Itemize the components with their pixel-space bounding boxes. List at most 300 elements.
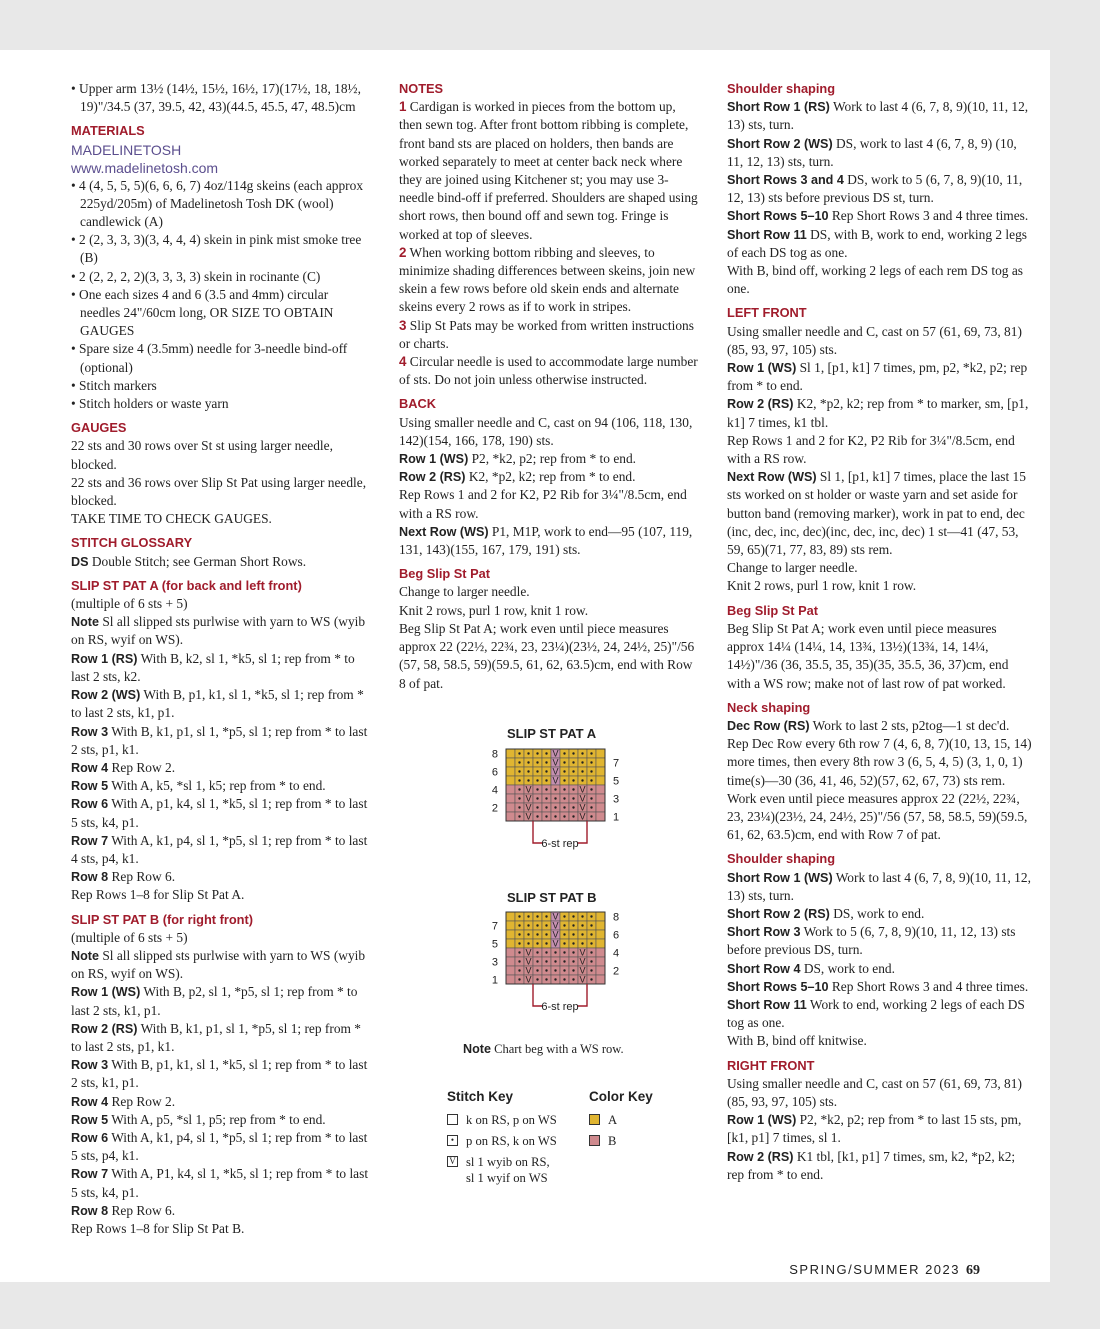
chart-cell <box>506 794 515 803</box>
chart-cell <box>542 939 551 948</box>
chart-cell <box>596 749 605 758</box>
row-number-label: 5 <box>491 938 498 951</box>
row-number-label: 7 <box>491 920 498 933</box>
pat-b-row: Row 3 With B, p1, k1, sl 1, *k5, sl 1; rep from * to last 2 sts, k1, p1. <box>71 1057 368 1091</box>
chart-cell <box>560 948 569 957</box>
dec-text: Work even until piece measures approx 22 (22½, 22¾, 23, 23¼)(23½, 24, 24½, 25)"/56 (57, 58, 58.5, 59)(59.5, 61, 62, 63.5)cm, end with Row 7 of pat. <box>727 790 1028 843</box>
short-row: Short Row 1 (WS) Work to last 4 (6, 7, 8, 9)(10, 11, 12, 13) sts, turn. <box>727 869 1031 903</box>
chart-cell <box>506 803 515 812</box>
chart-cell <box>569 812 578 821</box>
chart-cell <box>587 776 596 785</box>
gauge-text: 22 sts and 30 rows over St st using larger needle, blocked. <box>71 438 333 472</box>
svg-text:V: V <box>579 956 586 967</box>
pat-a-row: Row 5 With A, k5, *sl 1, k5; rep from * to end. <box>71 778 326 794</box>
chart-cell <box>506 749 515 758</box>
chart-cell <box>569 749 578 758</box>
material-item: • Spare size 4 (3.5mm) needle for 3-needle bind-off (optional) <box>71 341 348 375</box>
dec-row: Dec Row (RS) Work to last 2 sts, p2tog—1 st dec'd. <box>727 717 1010 733</box>
chart-cell <box>587 912 596 921</box>
chart-cell <box>560 785 569 794</box>
chart-cell <box>560 794 569 803</box>
chart-cell <box>524 758 533 767</box>
chart-note: Note Chart beg with a WS row. <box>463 1042 624 1056</box>
material-item: • Stitch holders or waste yarn <box>71 396 229 412</box>
svg-text:V: V <box>579 947 586 958</box>
chart-cell <box>596 975 605 984</box>
chart-cell <box>551 785 560 794</box>
svg-text:V: V <box>579 965 586 976</box>
right-front-row: Row 2 (RS) K1 tbl, [k1, p1] 7 times, sm, k2, *p2, k2; rep from * to end. <box>727 1148 1016 1182</box>
chart-b-title: SLIP ST PAT B <box>507 890 597 905</box>
svg-text:V: V <box>525 974 532 985</box>
chart-cell <box>515 767 524 776</box>
chart-cell <box>569 803 578 812</box>
row-number-label: 8 <box>491 748 498 761</box>
chart-cell <box>551 939 560 949</box>
left-front-rib: Rep Rows 1 and 2 for K2, P2 Rib for 3¼"/8.5cm, end with a RS row. <box>727 432 1015 467</box>
color-key-a: A <box>589 1112 617 1128</box>
chart-cell <box>524 812 533 822</box>
chart-cell <box>560 749 569 758</box>
chart-cell <box>596 939 605 948</box>
chart-cell <box>506 948 515 957</box>
chart-cell <box>506 785 515 794</box>
chart-cell <box>560 975 569 984</box>
chart-cell <box>560 957 569 966</box>
chart-cell <box>587 957 596 966</box>
svg-text:V: V <box>525 802 532 813</box>
chart-cell <box>506 912 515 921</box>
chart-cell <box>596 785 605 794</box>
chart-cell <box>569 966 578 975</box>
chart-cell <box>515 957 524 966</box>
chart-cell <box>587 803 596 812</box>
left-front-cast-on: Using smaller needle and C, cast on 57 (61, 69, 73, 81)(85, 93, 97, 105) sts. <box>727 323 1022 357</box>
chart-cell <box>506 930 515 939</box>
color-a-swatch-icon <box>589 1114 600 1125</box>
dot-square-icon: • <box>447 1135 458 1146</box>
chart-cell <box>515 912 524 921</box>
chart-cell <box>542 767 551 776</box>
pat-b-heading: SLIP ST PAT B (for right front) <box>71 911 253 927</box>
short-row: Short Row 1 (RS) Work to last 4 (6, 7, 8, 9)(10, 11, 12, 13) sts, turn. <box>727 99 1029 133</box>
material-item: • 4 (4, 5, 5, 5)(6, 6, 6, 7) 4oz/114g skeins (each approx 225yd/205m) of Madelinetosh Tosh DK (wool) candlewick (A) <box>71 177 364 230</box>
chart-cell <box>533 975 542 984</box>
chart-cell <box>533 785 542 794</box>
chart-cell <box>542 957 551 966</box>
chart-cell <box>578 758 587 767</box>
color-b-swatch-icon <box>589 1135 600 1146</box>
svg-text:V: V <box>552 766 559 777</box>
right-front-heading: RIGHT FRONT <box>727 1057 815 1073</box>
svg-text:V: V <box>579 802 586 813</box>
short-row: Short Row 3 Work to 5 (6, 7, 8, 9)(10, 11, 12, 13) sts before previous DS, turn. <box>727 924 1016 958</box>
chart-cell <box>533 912 542 921</box>
page-number: 69 <box>966 1263 980 1278</box>
color-key-title: Color Key <box>589 1089 653 1104</box>
chart-cell <box>551 966 560 975</box>
column-3 <box>727 80 1032 1184</box>
chart-cell <box>587 749 596 758</box>
chart-cell <box>560 767 569 776</box>
row-number-label: 1 <box>613 811 620 824</box>
chart-cell <box>578 749 587 758</box>
beg-text: Change to larger needle. <box>399 584 530 600</box>
chart-cell <box>533 758 542 767</box>
chart-cell <box>569 948 578 957</box>
chart-cell <box>551 794 560 803</box>
chart-cell <box>551 975 560 984</box>
chart-cell <box>542 794 551 803</box>
back-cast-on: Using smaller needle and C, cast on 94 (106, 118, 130, 142)(154, 166, 178, 190) sts. <box>399 414 693 448</box>
material-item: • 2 (2, 2, 2, 2)(3, 3, 3, 3) skein in rocinante (C) <box>71 268 321 284</box>
back-rib-repeat: Rep Rows 1 and 2 for K2, P2 Rib for 3¼"/8.5cm, end with a RS row. <box>399 487 687 521</box>
chart-cell <box>551 812 560 821</box>
chart-cell <box>533 930 542 939</box>
short-row: Short Row 4 DS, work to end. <box>727 960 895 976</box>
chart-cell <box>569 767 578 776</box>
svg-text:V: V <box>525 784 532 795</box>
chart-cell <box>515 776 524 785</box>
chart-cell <box>578 921 587 930</box>
gauge-text: TAKE TIME TO CHECK GAUGES. <box>71 511 272 527</box>
chart-cell <box>569 785 578 794</box>
chart-cell <box>596 921 605 930</box>
chart-cell <box>560 776 569 785</box>
beg-text: Knit 2 rows, purl 1 row, knit 1 row. <box>399 602 589 618</box>
chart-cell <box>542 758 551 767</box>
magazine-page <box>0 50 1050 1282</box>
left-front-heading: LEFT FRONT <box>727 305 807 321</box>
svg-text:V: V <box>552 929 559 940</box>
chart-cell <box>560 803 569 812</box>
brand-url[interactable]: www.madelinetosh.com <box>71 159 219 176</box>
svg-text:V: V <box>552 748 559 759</box>
chart-cell <box>542 966 551 975</box>
pat-b-note: Note Sl all slipped sts purlwise with yarn to WS (wyib on RS, wyif on WS). <box>71 947 366 982</box>
material-item: • One each sizes 4 and 6 (3.5 and 4mm) circular needles 24"/60cm long, OR SIZE TO OBTAIN GAUGES <box>71 286 334 339</box>
chart-cell <box>587 921 596 930</box>
pat-b-multiple: (multiple of 6 sts + 5) <box>71 929 188 945</box>
chart-a-title: SLIP ST PAT A <box>507 726 597 741</box>
right-front-row: Row 1 (WS) P2, *k2, p2; rep from * to last 15 sts, pm, [k1, p1] 7 times, sl 1. <box>727 1112 1022 1146</box>
material-item: • 2 (2, 3, 3, 3)(3, 4, 4, 4) skein in pink mist smoke tree (B) <box>71 232 362 266</box>
chart-cell <box>578 930 587 939</box>
left-front-row: Row 1 (WS) Sl 1, [p1, k1] 7 times, pm, p2, *k2, p2; rep from * to end. <box>727 360 1028 394</box>
row-number-label: 4 <box>613 947 620 960</box>
pat-b-row: Row 7 With A, P1, k4, sl 1, *k5, sl 1; rep from * to last 5 sts, k4, p1. <box>71 1166 369 1200</box>
chart-cell <box>524 749 533 758</box>
chart-cell <box>560 758 569 767</box>
chart-cell <box>524 921 533 930</box>
chart-cell <box>542 749 551 758</box>
chart-cell <box>551 776 560 786</box>
chart-cell <box>578 812 587 822</box>
row-number-label: 7 <box>613 757 620 770</box>
chart-cell <box>587 785 596 794</box>
short-row: Short Rows 5–10 Rep Short Rows 3 and 4 three times. <box>727 208 1029 224</box>
pat-b-repeat: Rep Rows 1–8 for Slip St Pat B. <box>71 1220 245 1236</box>
repeat-label: 6-st rep <box>541 1001 579 1013</box>
upper-arm-measurement: • Upper arm 13½ (14½, 15½, 16½, 17)(17½, 18, 18½, 19)"/34.5 (37, 39.5, 42, 43)(44.5, 45.5, 47, 48.5)cm <box>71 81 361 115</box>
short-row: Short Rows 5–10 Rep Short Rows 3 and 4 three times. <box>727 978 1029 994</box>
chart-cell <box>569 939 578 948</box>
chart-cell <box>596 812 605 821</box>
pat-a-heading: SLIP ST PAT A (for back and left front) <box>71 577 302 593</box>
pat-a-row: Row 6 With A, p1, k4, sl 1, *k5, sl 1; rep from * to last 5 sts, k4, p1. <box>71 796 368 830</box>
pat-b-row: Row 8 Rep Row 6. <box>71 1202 176 1218</box>
column-1 <box>71 80 371 1238</box>
notes-heading: NOTES <box>399 81 444 96</box>
chart-cell <box>533 921 542 930</box>
chart-cell <box>569 794 578 803</box>
chart-cell <box>587 767 596 776</box>
material-item: • Stitch markers <box>71 377 157 393</box>
chart-cell <box>533 794 542 803</box>
row-number-label: 6 <box>613 929 620 942</box>
right-front-cast-on: Using smaller needle and C, cast on 57 (61, 69, 73, 81)(85, 93, 97, 105) sts. <box>727 1075 1022 1109</box>
yarn-brand: MADELINETOSH <box>71 141 182 158</box>
back-row: Row 2 (RS) K2, *p2, k2; rep from * to end. <box>399 469 636 485</box>
chart-cell <box>506 776 515 785</box>
chart-cell <box>533 749 542 758</box>
svg-text:V: V <box>525 947 532 958</box>
pat-b-row: Row 2 (RS) With B, k1, p1, sl 1, *p5, sl 1; rep from * to last 2 sts, p1, k1. <box>71 1020 361 1054</box>
chart-cell <box>578 767 587 776</box>
bind-off-text: With B, bind off, working 2 legs of each rem DS tog as one. <box>727 263 1023 297</box>
chart-cell <box>506 767 515 776</box>
chart-cell <box>569 776 578 785</box>
stitch-key-knit: k on RS, p on WS <box>447 1112 557 1128</box>
chart-a <box>470 745 630 875</box>
chart-cell <box>515 930 524 939</box>
chart-cell <box>569 921 578 930</box>
chart-cell <box>569 912 578 921</box>
svg-text:V: V <box>552 938 559 949</box>
row-number-label: 4 <box>491 784 498 797</box>
chart-cell <box>587 966 596 975</box>
chart-cell <box>542 975 551 984</box>
chart-cell <box>506 966 515 975</box>
chart-cell <box>569 975 578 984</box>
left-front-next-row: Next Row (WS) Sl 1, [p1, k1] 7 times, place the last 15 sts worked on st holder or waste yarn and set aside for button band (removing marker), work in pat to end, dec (inc, dec, inc, dec)(inc, dec, inc, dec) 1 st—41 (47, 53, 59, 65)(71, 77, 83, 89) sts rem. <box>727 469 1026 558</box>
chart-cell <box>533 966 542 975</box>
chart-cell <box>533 957 542 966</box>
svg-text:V: V <box>525 811 532 822</box>
pat-a-multiple: (multiple of 6 sts + 5) <box>71 596 188 612</box>
chart-cell <box>587 812 596 821</box>
note-item: 1 Cardigan is worked in pieces from the bottom up, then sewn tog. After front bottom ribbing is complete, front band sts are placed on holders, then bands are worked separately to meet at center back neck where they are joined using Kitchener st; you may use 3-needle bind-off if preferred. Shoulders are shaped using short rows, then bound off and sewn tog. Fringe is worked at top of sleeves. <box>399 99 698 242</box>
chart-cell <box>542 912 551 921</box>
chart-cell <box>587 930 596 939</box>
chart-cell <box>542 948 551 957</box>
chart-cell <box>515 921 524 930</box>
shoulder-heading: Shoulder shaping <box>727 81 836 96</box>
chart-cell <box>587 939 596 948</box>
svg-text:V: V <box>525 793 532 804</box>
chart-cell <box>515 939 524 948</box>
short-row: Short Rows 3 and 4 DS, work to 5 (6, 7, 8, 9)(10, 11, 12, 13) sts before previous DS st, turn. <box>727 172 1023 206</box>
chart-cell <box>524 975 533 985</box>
chart-cell <box>596 930 605 939</box>
chart-cell <box>515 794 524 803</box>
dec-text: Rep Dec Row every 6th row 7 (4, 6, 8, 7)(10, 13, 15, 14) more times, then every 8th row 3 (6, 5, 4, 5) (3, 1, 0, 1) time(s)—30 (36, 41, 46, 52)(57, 62, 67, 73) sts rem. <box>727 736 1032 788</box>
svg-text:V: V <box>579 793 586 804</box>
pat-b-row: Row 5 With A, p5, *sl 1, p5; rep from * to end. <box>71 1111 326 1127</box>
pat-a-row: Row 7 With A, k1, p4, sl 1, *p5, sl 1; rep from * to last 4 sts, p4, k1. <box>71 832 368 866</box>
chart-cell <box>569 930 578 939</box>
svg-text:V: V <box>579 974 586 985</box>
empty-square-icon <box>447 1114 458 1125</box>
pat-a-note: Note Sl all slipped sts purlwise with yarn to WS (wyib on RS, wyif on WS). <box>71 614 366 648</box>
chart-cell <box>560 939 569 948</box>
shoulder-heading-2: Shoulder shaping <box>727 851 836 867</box>
chart-cell <box>596 794 605 803</box>
row-number-label: 6 <box>491 766 498 779</box>
chart-cell <box>542 921 551 930</box>
chart-cell <box>506 812 515 821</box>
row-number-label: 3 <box>491 956 498 969</box>
repeat-label: 6-st rep <box>541 838 579 850</box>
gauges-heading: GAUGES <box>71 420 127 436</box>
pat-a-repeat: Rep Rows 1–8 for Slip St Pat A. <box>71 887 245 903</box>
svg-text:V: V <box>552 757 559 768</box>
gauge-text: 22 sts and 36 rows over Slip St Pat using larger needle, blocked. <box>71 474 367 509</box>
short-row: Short Row 11 DS, with B, work to end, working 2 legs of each DS tog as one. <box>727 226 1027 260</box>
row-number-label: 5 <box>613 775 620 788</box>
chart-cell <box>542 930 551 939</box>
chart-cell <box>587 975 596 984</box>
chart-cell <box>506 975 515 984</box>
chart-cell <box>587 948 596 957</box>
svg-text:V: V <box>552 911 559 922</box>
chart-cell <box>569 957 578 966</box>
chart-cell <box>542 776 551 785</box>
short-row: Short Row 2 (WS) DS, work to last 4 (6, 7, 8, 9) (10, 11, 12, 13) sts, turn. <box>727 135 1017 169</box>
beg-slip-heading: Beg Slip St Pat <box>399 566 491 582</box>
chart-cell <box>596 966 605 975</box>
note-item: 3 Slip St Pats may be worked from written instructions or charts. <box>399 317 694 351</box>
svg-text:V: V <box>552 775 559 786</box>
note-item: 2 When working bottom ribbing and sleeves, to minimize shading differences between skeins, join new skein a few rows before old skein ends and alternate skeins every 2 rows as if to work in stripes. <box>399 244 696 315</box>
chart-cell <box>542 803 551 812</box>
chart-cell <box>533 812 542 821</box>
chart-cell <box>515 803 524 812</box>
chart-cell <box>542 785 551 794</box>
row-number-label: 8 <box>613 911 620 924</box>
left-front-text: Knit 2 rows, purl 1 row, knit 1 row. <box>727 578 917 594</box>
chart-cell <box>533 803 542 812</box>
pat-b-row: Row 4 Rep Row 2. <box>71 1093 176 1109</box>
chart-cell <box>533 939 542 948</box>
stitch-key-title: Stitch Key <box>447 1089 514 1104</box>
glossary-heading: STITCH GLOSSARY <box>71 535 193 551</box>
beg-text: Beg Slip St Pat A; work even until piece measures approx 22 (22½, 22¾, 23, 23¼)(23½, 24, 24½, 25)"/56 (57, 58, 58.5, 59)(59.5, 61, 62, 63.5)cm, end with Row 8 of pat. <box>399 620 695 691</box>
glossary-entry: DS Double Stitch; see German Short Rows. <box>71 553 307 569</box>
row-number-label: 1 <box>491 974 498 987</box>
chart-cell <box>578 975 587 985</box>
chart-cell <box>515 966 524 975</box>
chart-cell <box>560 921 569 930</box>
chart-cell <box>560 930 569 939</box>
short-row: Short Row 11 Work to end, working 2 legs of each DS tog as one. <box>727 996 1025 1031</box>
svg-text:V: V <box>525 956 532 967</box>
chart-cell <box>542 812 551 821</box>
chart-cell <box>515 749 524 758</box>
chart-cell <box>596 912 605 921</box>
chart-cell <box>524 930 533 939</box>
row-number-label: 3 <box>613 793 620 806</box>
pat-b-row: Row 1 (WS) With B, p2, sl 1, *p5, sl 1; rep from * to last 2 sts, k1, p1. <box>71 984 358 1018</box>
chart-cell <box>551 957 560 966</box>
chart-cell <box>578 912 587 921</box>
chart-cell <box>506 921 515 930</box>
page-footer: SPRING/SUMMER 2023 69 <box>789 1262 980 1278</box>
chart-cell <box>524 912 533 921</box>
chart-cell <box>560 912 569 921</box>
chart-cell <box>551 803 560 812</box>
chart-cell <box>506 939 515 948</box>
pat-a-row: Row 4 Rep Row 2. <box>71 759 176 775</box>
chart-cell <box>596 803 605 812</box>
svg-text:V: V <box>552 920 559 931</box>
chart-cell <box>596 767 605 776</box>
chart-cell <box>596 948 605 957</box>
stitch-key-purl: • p on RS, k on WS <box>447 1133 557 1149</box>
left-front-text: Change to larger needle. <box>727 560 858 576</box>
chart-cell <box>515 948 524 957</box>
pat-a-row: Row 3 With B, k1, p1, sl 1, *p5, sl 1; rep from * to last 2 sts, p1, k1. <box>71 723 368 757</box>
pat-a-row: Row 1 (RS) With B, k2, sl 1, *k5, sl 1; rep from * to last 2 sts, k2. <box>71 650 355 684</box>
chart-cell <box>515 785 524 794</box>
left-beg-slip-heading: Beg Slip St Pat <box>727 602 819 618</box>
chart-cell <box>596 776 605 785</box>
chart-cell <box>596 957 605 966</box>
chart-cell <box>515 975 524 984</box>
v-square-icon: V <box>447 1156 458 1167</box>
chart-cell <box>551 948 560 957</box>
left-front-row: Row 2 (RS) K2, *p2, k2; rep from * to marker, sm, [p1, k1] 7 times, k1 tbl. <box>727 396 1029 430</box>
chart-cell <box>587 794 596 803</box>
pat-a-row: Row 8 Rep Row 6. <box>71 869 176 885</box>
svg-text:V: V <box>525 965 532 976</box>
back-row: Row 1 (WS) P2, *k2, p2; rep from * to end. <box>399 451 637 467</box>
chart-cell <box>569 758 578 767</box>
chart-cell <box>533 948 542 957</box>
chart-cell <box>596 758 605 767</box>
materials-heading: MATERIALS <box>71 123 145 139</box>
svg-text:V: V <box>579 811 586 822</box>
chart-b <box>470 908 630 1038</box>
pat-a-row: Row 2 (WS) With B, p1, k1, sl 1, *k5, sl 1; rep from * to last 2 sts, k1, p1. <box>71 687 364 721</box>
color-key-b: B <box>589 1133 616 1149</box>
chart-cell <box>506 758 515 767</box>
bind-off-text: With B, bind off knitwise. <box>727 1033 867 1049</box>
svg-text:V: V <box>579 784 586 795</box>
neck-heading: Neck shaping <box>727 699 811 715</box>
stitch-key-slip: V sl 1 wyib on RS, sl 1 wyif on WS <box>447 1154 550 1186</box>
back-heading: BACK <box>399 396 436 412</box>
chart-cell <box>515 758 524 767</box>
chart-cell <box>515 812 524 821</box>
chart-cell <box>533 767 542 776</box>
short-row: Short Row 2 (RS) DS, work to end. <box>727 905 925 921</box>
chart-cell <box>587 758 596 767</box>
pat-b-row: Row 6 With A, k1, p4, sl 1, *p5, sl 1; rep from * to last 5 sts, p4, k1. <box>71 1129 368 1164</box>
chart-cell <box>560 812 569 821</box>
left-beg-text: Beg Slip St Pat A; work even until piece measures approx 14¼ (14¼, 14, 13¾, 13½)(13¾, 14, 14¼, 14½)"/36 (36, 35.5, 35, 35)(35, 35.5, 36, 37)cm, end with a WS row; make not of last row of pat worked. <box>727 620 1009 691</box>
chart-cell <box>533 776 542 785</box>
